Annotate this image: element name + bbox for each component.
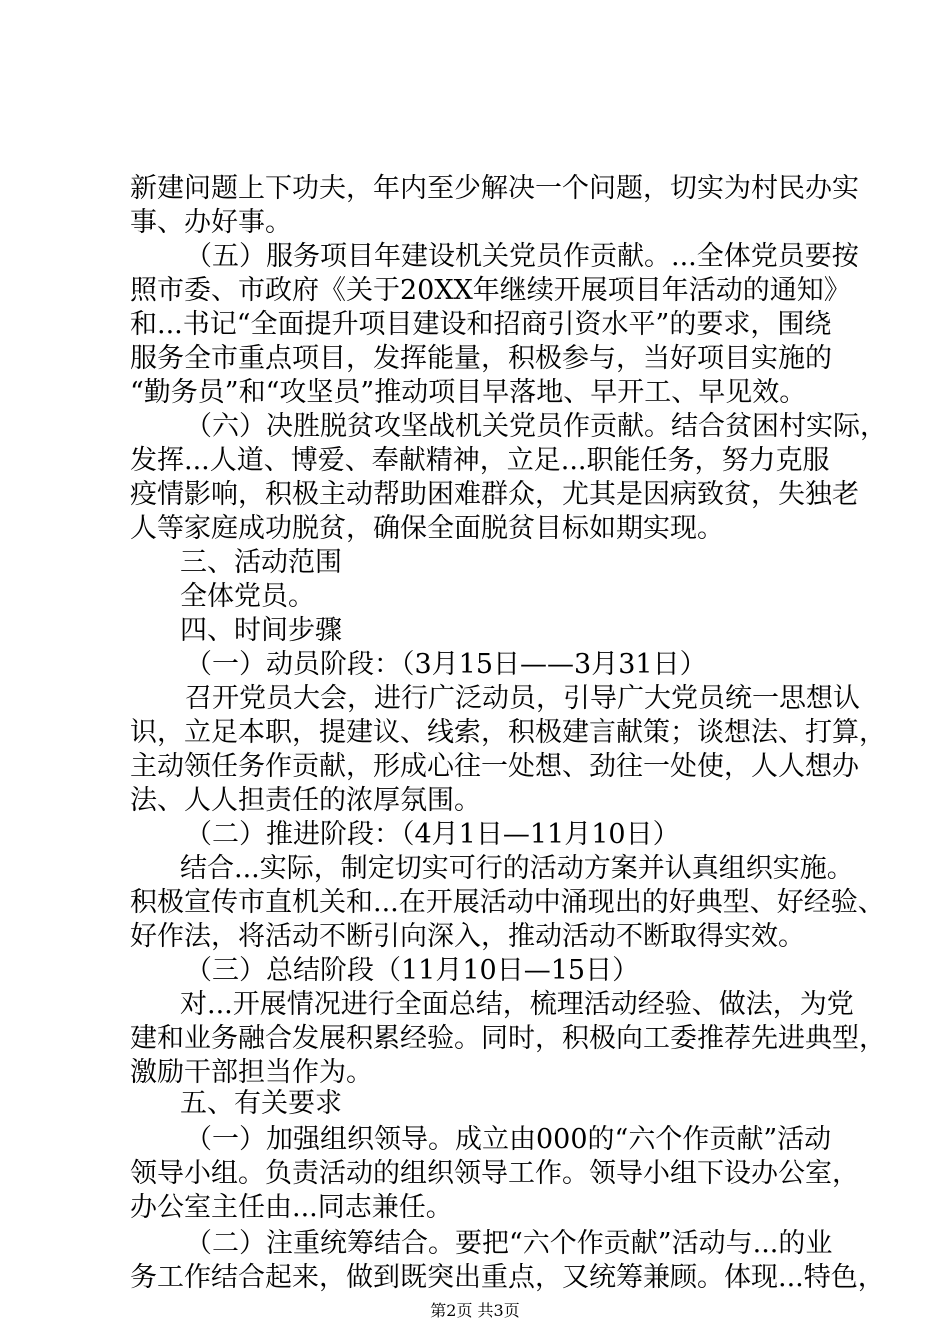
subsection-heading: （二）推进阶段：（4月1日—11月10日） (185, 819, 680, 850)
paragraph-line: （二）注重统筹结合。要把“六个作贡献”活动与...的业 (185, 1228, 833, 1259)
paragraph-line: （一）加强组织领导。成立由000的“六个作贡献”活动 (185, 1124, 832, 1155)
paragraph-line: 积极宣传市直机关和...在开展活动中涌现出的好典型、好经验、 (130, 887, 885, 918)
paragraph-line: 全体党员。 (180, 581, 315, 612)
paragraph-line: 对...开展情况进行全面总结，梳理活动经验、做法，为党 (180, 989, 854, 1020)
paragraph-line: 照市委、市政府《关于20XX年继续开展项目年活动的通知》 (130, 275, 851, 306)
paragraph-line: 服务全市重点项目，发挥能量，积极参与，当好项目实施的 (130, 343, 832, 374)
paragraph-line: 识，立足本职，提建议、线索，积极建言献策；谈想法、打算， (130, 717, 886, 748)
paragraph-line: 务工作结合起来，做到既突出重点，又统筹兼顾。体现...特色， (130, 1262, 885, 1293)
page-number-footer: 第2页 共3页 (430, 1301, 520, 1320)
paragraph-line: 疫情影响，积极主动帮助困难群众，尤其是因病致贫，失独老 (130, 479, 859, 510)
paragraph-line: “勤务员”和“攻坚员”推动项目早落地、早开工、早见效。 (130, 377, 807, 408)
section-heading: 三、活动范围 (180, 547, 342, 578)
paragraph-line: 办公室主任由...同志兼任。 (130, 1192, 453, 1223)
paragraph-line: 事、办好事。 (130, 207, 292, 238)
subsection-heading: （三）总结阶段（11月10日—15日） (185, 955, 640, 986)
paragraph-line: 法、人人担责任的浓厚氛围。 (130, 785, 481, 816)
paragraph-line: （六）决胜脱贫攻坚战机关党员作贡献。结合贫困村实际， (185, 411, 887, 442)
subsection-heading: （一）动员阶段：（3月15日——3月31日） (185, 649, 707, 680)
paragraph-line: 激励干部担当作为。 (130, 1057, 373, 1088)
paragraph-line: 主动领任务作贡献，形成心往一处想、劲往一处使，人人想办 (130, 751, 859, 782)
paragraph-line: 新建问题上下功夫，年内至少解决一个问题，切实为村民办实 (130, 173, 859, 204)
paragraph-line: 领导小组。负责活动的组织领导工作。领导小组下设办公室， (130, 1158, 859, 1189)
paragraph-line: （五）服务项目年建设机关党员作贡献。...全体党员要按 (185, 241, 859, 272)
paragraph-line: 召开党员大会，进行广泛动员，引导广大党员统一思想认 (185, 683, 860, 714)
section-heading: 四、时间步骤 (180, 615, 342, 646)
paragraph-line: 人等家庭成功脱贫，确保全面脱贫目标如期实现。 (130, 513, 724, 544)
paragraph-line: 发挥...人道、博爱、奉献精神，立足...职能任务，努力克服 (130, 445, 830, 476)
section-heading: 五、有关要求 (180, 1088, 342, 1119)
paragraph-line: 建和业务融合发展积累经验。同时，积极向工委推荐先进典型， (130, 1023, 886, 1054)
paragraph-line: 和...书记“全面提升项目建设和招商引资水平”的要求，围绕 (130, 309, 832, 340)
paragraph-line: 结合...实际，制定切实可行的活动方案并认真组织实施。 (180, 853, 854, 884)
paragraph-line: 好作法，将活动不断引向深入，推动活动不断取得实效。 (130, 921, 805, 952)
